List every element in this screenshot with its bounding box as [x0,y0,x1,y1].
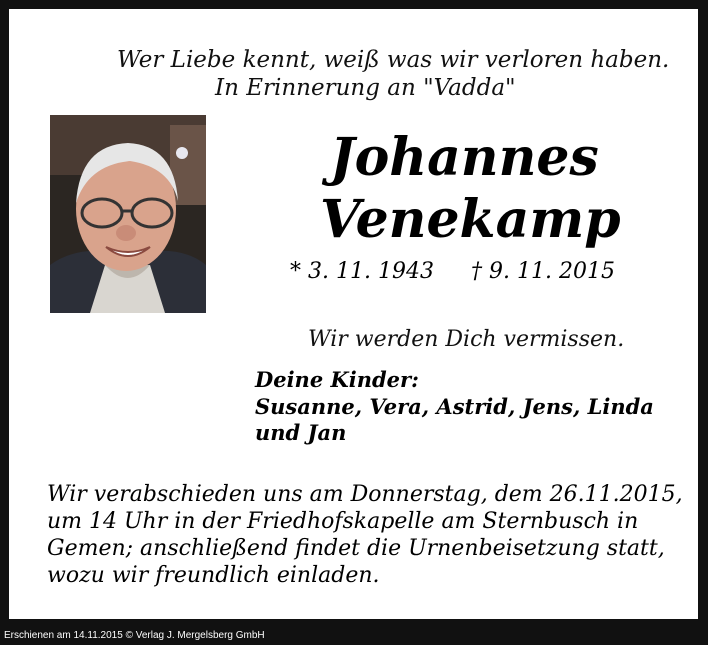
publication-footer: Erschienen am 14.11.2015 © Verlag J. Mergelsberg GmbH [4,630,265,641]
motto-line-2: In Erinnerung an "Vadda" [215,75,516,101]
mourners-names: Susanne, Vera, Astrid, Jens, Linda und Jan [255,394,654,445]
deceased-last-name: Venekamp [320,189,621,250]
portrait-photo [50,115,206,313]
service-announcement: Wir verabschieden uns am Donnerstag, dem 26.11.2015, um 14 Uhr in der Friedhofskapelle am Sternbusch in Gemen; anschließend findet die Urnenbeisetzung statt, wozu wir freundlich einladen. [47,482,683,588]
obituary-card [9,9,698,619]
farewell-message: Wir werden Dich vermissen. [308,327,625,352]
mourners-title: Deine Kinder: [255,367,419,392]
deceased-first-name: Johannes [330,127,599,188]
motto-line-1: Wer Liebe kennt, weiß was wir verloren haben. [117,47,670,73]
death-date: † 9. 11. 2015 [471,259,615,284]
birth-date: * 3. 11. 1943 [290,259,434,284]
